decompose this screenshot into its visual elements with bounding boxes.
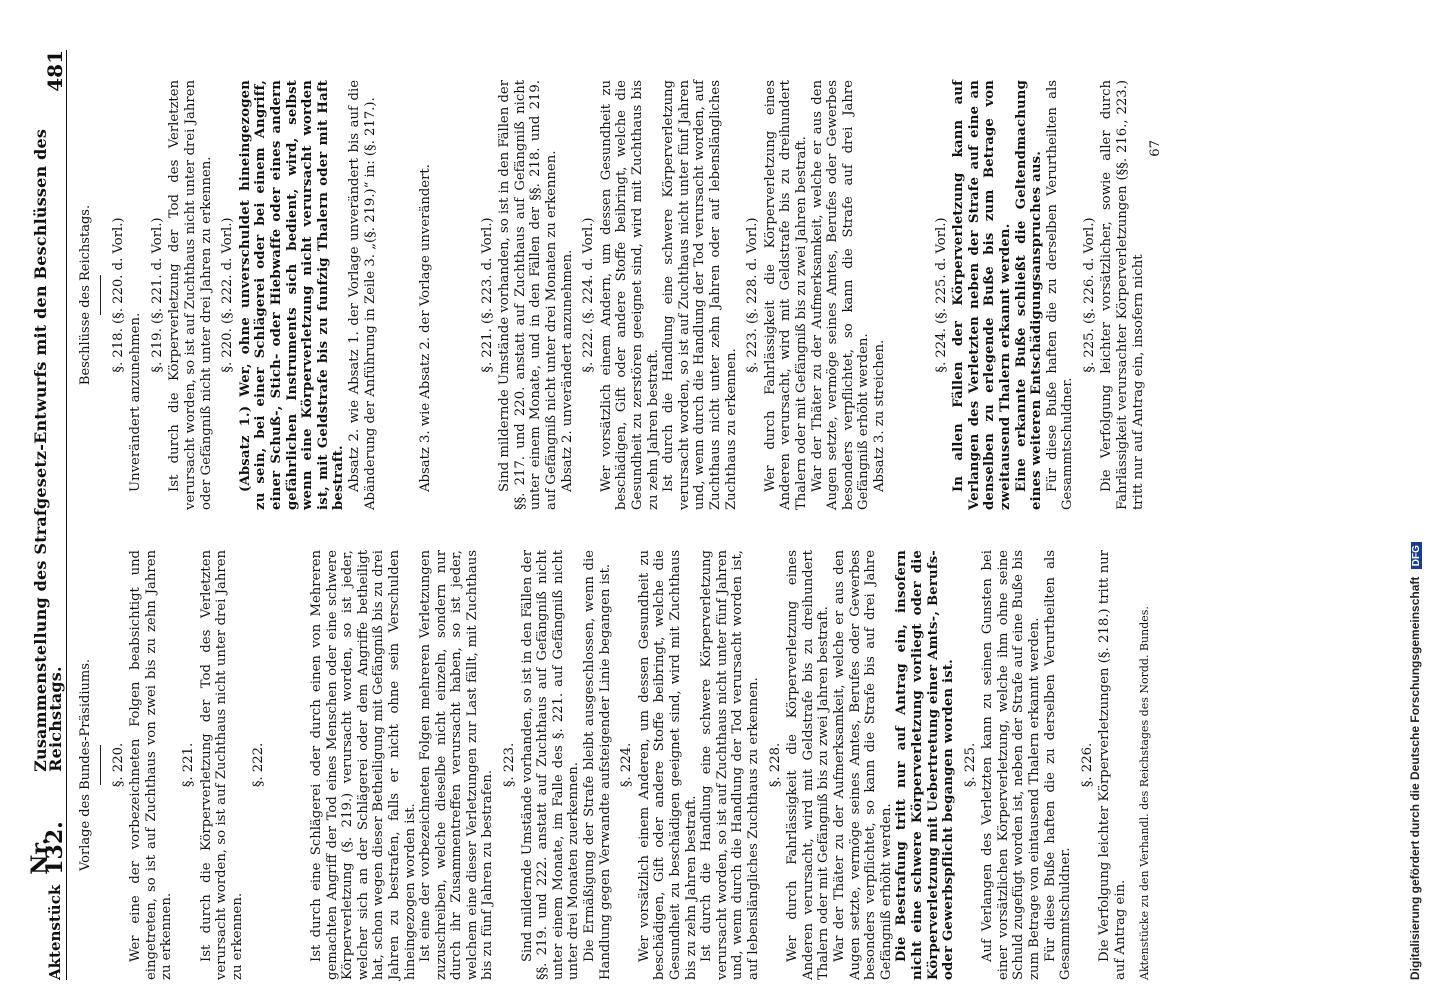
section-number: §. 222. [251, 742, 267, 788]
sheet-number: 67 [1148, 140, 1164, 157]
page-title: Zusammenstellung des Strafgesetz-Entwurfs mit den Beschlüssen des Reichstags. [30, 128, 66, 772]
paragraph: War der Thäter zu der Aufmerksamkeit, welche er aus den Augen setzte, vermöge seines Amtes, Berufes oder Gewerbes besonders verpflichtet, so kann die Strafe bis auf drei Jahre Gefängniß erhöht werden. [831, 550, 894, 980]
paragraph: Ist durch die Handlung eine schwere Körperverletzung verursacht worden, so ist auf Zuchthaus nicht unter fünf Jahren und, wenn durch die Handlung der Tod verursacht worden, auf Zuchthaus nicht unter zehn Jahren oder auf lebenslängliches Zuchthaus zu erkennen. [661, 80, 739, 510]
paragraph: Für diese Buße haften die zu derselben Verurtheilten als Gesammtschuldner. [1044, 80, 1076, 510]
section-number: §. 219. (§. 221. d. Vorl.) [149, 217, 165, 373]
credit-text: Digitalisierung gefördert durch die Deutsche Forschungsgemeinschaft [1408, 576, 1422, 980]
paragraph: Für diese Buße haften die zu derselben Verurtheilten als Gesammtschuldner. [1042, 550, 1074, 980]
divider [100, 745, 101, 785]
paragraph: Absatz 3. wie Absatz 2. der Vorlage unverändert. [418, 164, 434, 492]
section-number: §. 222. (§. 224. d. Vorl.) [581, 217, 597, 373]
paragraph: (Absatz 1.) Wer, ohne unverschuldet hineingezogen zu sein, bei einer Schlägerei oder bei einem Angriff, einer Schuß-, Stich- oder Hiebwaffe oder eines andern gefährlichen Instruments sich bedient, wird, selbst wenn eine Körperverletzung nicht verursacht worden ist, mit Geldstrafe bis zu funfzig Thalern oder mit Haft bestraft. [237, 80, 347, 510]
paragraph: Die Verfolgung leichter Körperverletzungen (§. 218.) tritt nur auf Antrag ein. [1097, 550, 1129, 980]
paragraph: Ist durch die Körperverletzung der Tod des Verletzten verursacht worden, so ist auf Zuchthaus nicht unter drei Jahren zu erkennen. [198, 550, 245, 980]
paragraph: Die Ermäßigung der Strafe bleibt ausgeschlossen, wenn die Handlung gegen Verwandte aufsteigender Linie begangen ist. [582, 550, 613, 980]
paragraph: Auf Verlangen des Verletzten kann zu seinen Gunsten bei einer vorsätzlichen Körperverletzung, welche ihm ohne seine Schuld zugefügt worden ist, neben der Strafe auf eine Buße bis zum Betrage von eintausend Thalern erkannt werden. [980, 550, 1043, 980]
paragraph: Wer vorsätzlich einem Andern, um dessen Gesundheit zu beschädigen, Gift oder andere Stoffe beibringt, welche die Gesundheit zu zerstören geeignet sind, wird mit Zuchthaus bis zu zehn Jahren bestraft. [598, 80, 661, 510]
page-number: 481 [43, 50, 68, 92]
paragraph: Absatz 2. wie Absatz 1. der Vorlage unverändert bis auf die Abänderung der Anführung in Zeile 3. „(§. 219.)“ in: (§. 217.). [346, 80, 378, 510]
section-number: §. 225. (§. 226. d. Vorl.) [1081, 217, 1097, 373]
paragraph: Absatz 3. zu streichen. [871, 339, 887, 492]
paragraph: Absatz 2. unverändert anzunehmen. [559, 249, 575, 492]
column-reichstag-resolutions [72, 80, 1372, 510]
spacer [378, 80, 418, 510]
paragraph: Ist durch eine Schlägerei oder durch einen von Mehreren gemachten Angriff der Tod eines Menschen oder eine schwere Körperverletzung (§. 219.) verursacht worden, so ist jeder, welcher sich an der Schlägerei oder dem Angriffe betheiligt hat, schon wegen dieser Betheiligung mit Gefängniß bis zu drei Jahren zu bestrafen, falls er nicht ohne sein Verschulden hineingezogen worden ist. [308, 550, 418, 980]
section-number: §. 223. [502, 742, 518, 788]
paragraph: Ist eine der vorbezeichneten Folgen mehreren Verletzungen zuzuschreiben, welche dieselbe nicht einzeln, sondern nur durch ihr Zusammentreffen verursacht haben, so ist jeder, welchem eine dieser Verletzungen zur Last fällt, mit Zuchthaus bis zu fünf Jahren zu bestrafen. [418, 550, 496, 980]
section-number: §. 221. (§. 223. d. Vorl.) [479, 217, 495, 373]
paragraph: Unverändert anzunehmen. [128, 312, 144, 492]
paragraph: Eine erkannte Buße schließt die Geltendmachung eines weiteren Entschädigungsanspruches aus. [1013, 80, 1045, 510]
divider [100, 275, 101, 315]
spacer [434, 80, 474, 510]
document-page [0, 20, 1380, 980]
column-heading: Beschlüsse des Reichstags. [78, 204, 93, 386]
section-number: §. 226. [1079, 742, 1095, 788]
section-number: §. 223. (§. 228. d. Vorl.) [745, 217, 761, 373]
paragraph: Wer durch Fahrlässigkeit die Körperverletzung eines Anderen verursacht, wird mit Geldstrafe bis zu dreihundert Thalern oder mit Gefängniß bis zu zwei Jahren bestraft. [785, 550, 832, 980]
paragraph: In allen Fällen der Körperverletzung kann auf Verlangen des Verletzten neben der Strafe auf eine an denselben zu erlegende Buße bis zum Betrage von zweitausend Thalern erkannt werden. [951, 80, 1013, 510]
paragraph: Ist durch die Körperverletzung der Tod des Verletzten verursacht worden, so ist auf Zuchthaus nicht unter drei Jahren oder Gefängniß nicht unter drei Jahren zu erkennen. [167, 80, 214, 510]
paragraph: Sind mildernde Umstände vorhanden, so ist in den Fällen der §§. 219. und 222. anstatt auf Zuchthaus auf Gefängniß nicht unter einem Monate, im Falle des §. 221. auf Gefängniß nicht unter drei Monaten zuerkennen. [519, 550, 582, 980]
digitization-credit [1408, 10, 1428, 990]
paragraph: Wer vorsätzlich einem Anderen, um dessen Gesundheit zu beschädigen, Gift oder andere Stoffe beibringt, welche die Gesundheit zu beschädigen geeignet sind, wird mit Zuchthaus bis zu zehn Jahren bestraft. [636, 550, 699, 980]
column-government-draft [72, 550, 1372, 980]
section-number: §. 228. [767, 742, 783, 788]
section-number: §. 224. (§. 225. d. Vorl.) [933, 217, 949, 373]
section-number: §. 220. [110, 742, 126, 788]
footnote: Aktenstücke zu den Verhandl. des Reichstages des Nordd. Bundes. [1137, 606, 1151, 980]
section-number: §. 218. (§. 220. d. Vorl.) [110, 217, 126, 373]
paragraph: Die Bestrafung tritt nur auf Antrag ein, insofern nicht eine schwere Körperverletzung vorliegt oder die Körperverletzung mit Uebertretung einer Amts-, Berufs- oder Gewerbspflicht begangen worden ist. [894, 550, 957, 980]
paragraph: Wer eine der vorbezeichneten Folgen beabsichtigt und eingetreten, so ist auf Zuchthaus von zwei bis zu zehn Jahren zu erkennen. [128, 550, 175, 980]
document-number: Nr. 132. [26, 821, 69, 875]
paragraph: Die Verfolgung leichter vorsätzlicher, sowie aller durch Fahrlässigkeit verursachter Körperverletzungen (§§. 216., 223.) tritt nur auf Antrag ein, insofern nicht [1099, 80, 1146, 510]
header-label: Aktenstück [46, 884, 65, 980]
paragraph: Sind mildernde Umstände vorhanden, so ist in den Fällen der §§. 217. und 220. anstatt auf Zuchthaus auf Gefängniß nicht unter einem Monate, und in den Fällen der §§. 218. und 219. auf Gefängniß nicht unter drei Monaten zu erkennen. [497, 80, 560, 510]
section-number: §. 221. [180, 742, 196, 788]
spacer [269, 550, 309, 980]
section-number: §. 224. [619, 742, 635, 788]
section-number: §. 220. (§. 222. d. Vorl.) [220, 217, 236, 373]
column-heading: Vorlage des Bundes-Präsidiums. [78, 659, 93, 872]
paragraph: Wer durch Fahrlässigkeit die Körperverletzung eines Anderen verursacht, wird mit Geldstrafe bis zu dreihundert Thalern oder mit Gefängniß bis zu zwei Jahren bestraft. [762, 80, 809, 510]
paragraph: War der Thäter zu der Aufmerksamkeit, welche er aus den Augen setzte, vermöge seines Amtes, Berufes oder Gewerbes besonders verpflichtet, so kann die Strafe auf drei Jahre Gefängniß erhöht werden. [809, 80, 872, 510]
dfg-logo-icon: DFG [1411, 542, 1422, 569]
paragraph: Ist durch die Handlung eine schwere Körperverletzung verursacht worden, so ist auf Zuchthaus nicht unter fünf Jahren und, wenn durch die Handlung der Tod verursacht worden ist, auf lebenslängliches Zuchthaus zu erkennen. [699, 550, 761, 980]
page-header [28, 50, 67, 980]
column-body [111, 80, 1147, 510]
spacer [888, 80, 928, 510]
column-body [111, 550, 1129, 980]
section-number: §. 225. [962, 742, 978, 788]
